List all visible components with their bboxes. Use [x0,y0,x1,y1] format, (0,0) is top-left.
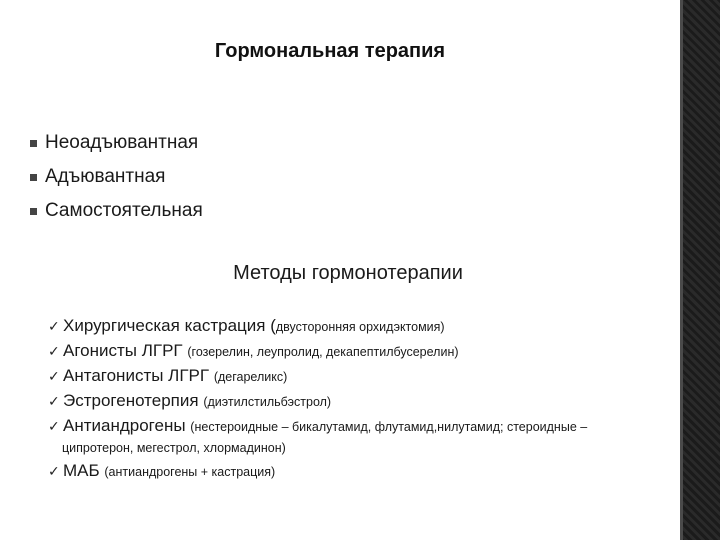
list-item-label: Самостоятельная [45,200,203,221]
method-detail-continuation: ципротерон, мегестрол, хлормадинон) [62,441,286,455]
method-detail: (диэтилстильбэстрол) [203,395,332,409]
method-item [48,364,678,389]
checkmark-icon: ✓ [48,344,60,360]
method-detail: (антиандрогены + кастрация) [104,465,276,479]
method-main: Агонисты ЛГРГ [63,341,188,360]
method-detail: двусторонняя орхидэктомия) [275,320,445,334]
method-item [48,339,678,364]
therapy-type-list [30,126,203,228]
list-item-label: Адъювантная [45,166,166,187]
checkmark-icon: ✓ [48,369,60,385]
method-detail: (дегареликс) [213,370,288,384]
checkmark-icon: ✓ [48,464,60,480]
method-item [48,459,678,484]
square-bullet-icon [30,140,37,147]
method-main: Хирургическая кастрация ( [63,316,276,335]
method-main: МАБ [63,461,105,480]
method-detail: (нестероидные – бикалутамид, флутамид,нилутамид; стероидные – [190,420,588,434]
section-subtitle: Методы гормонотерапии [233,262,463,284]
list-item [30,194,203,228]
method-detail: (гозерелин, леупролид, декапептилбусерелин) [187,345,459,359]
list-item [30,126,203,160]
checkmark-icon: ✓ [48,394,60,410]
square-bullet-icon [30,174,37,181]
decorative-edge [680,0,720,540]
square-bullet-icon [30,208,37,215]
checkmark-icon: ✓ [48,419,60,435]
method-item [48,389,678,414]
method-item [48,314,678,339]
list-item [30,160,203,194]
methods-list [48,314,678,484]
method-item [48,414,678,457]
list-item-label: Неоадъювантная [45,132,199,153]
method-main: Антагонисты ЛГРГ [63,366,214,385]
slide-title: Гормональная терапия [214,40,446,62]
checkmark-icon: ✓ [48,319,60,335]
method-main: Антиандрогены [63,416,191,435]
method-main: Эстрогенотерпия [63,391,204,410]
